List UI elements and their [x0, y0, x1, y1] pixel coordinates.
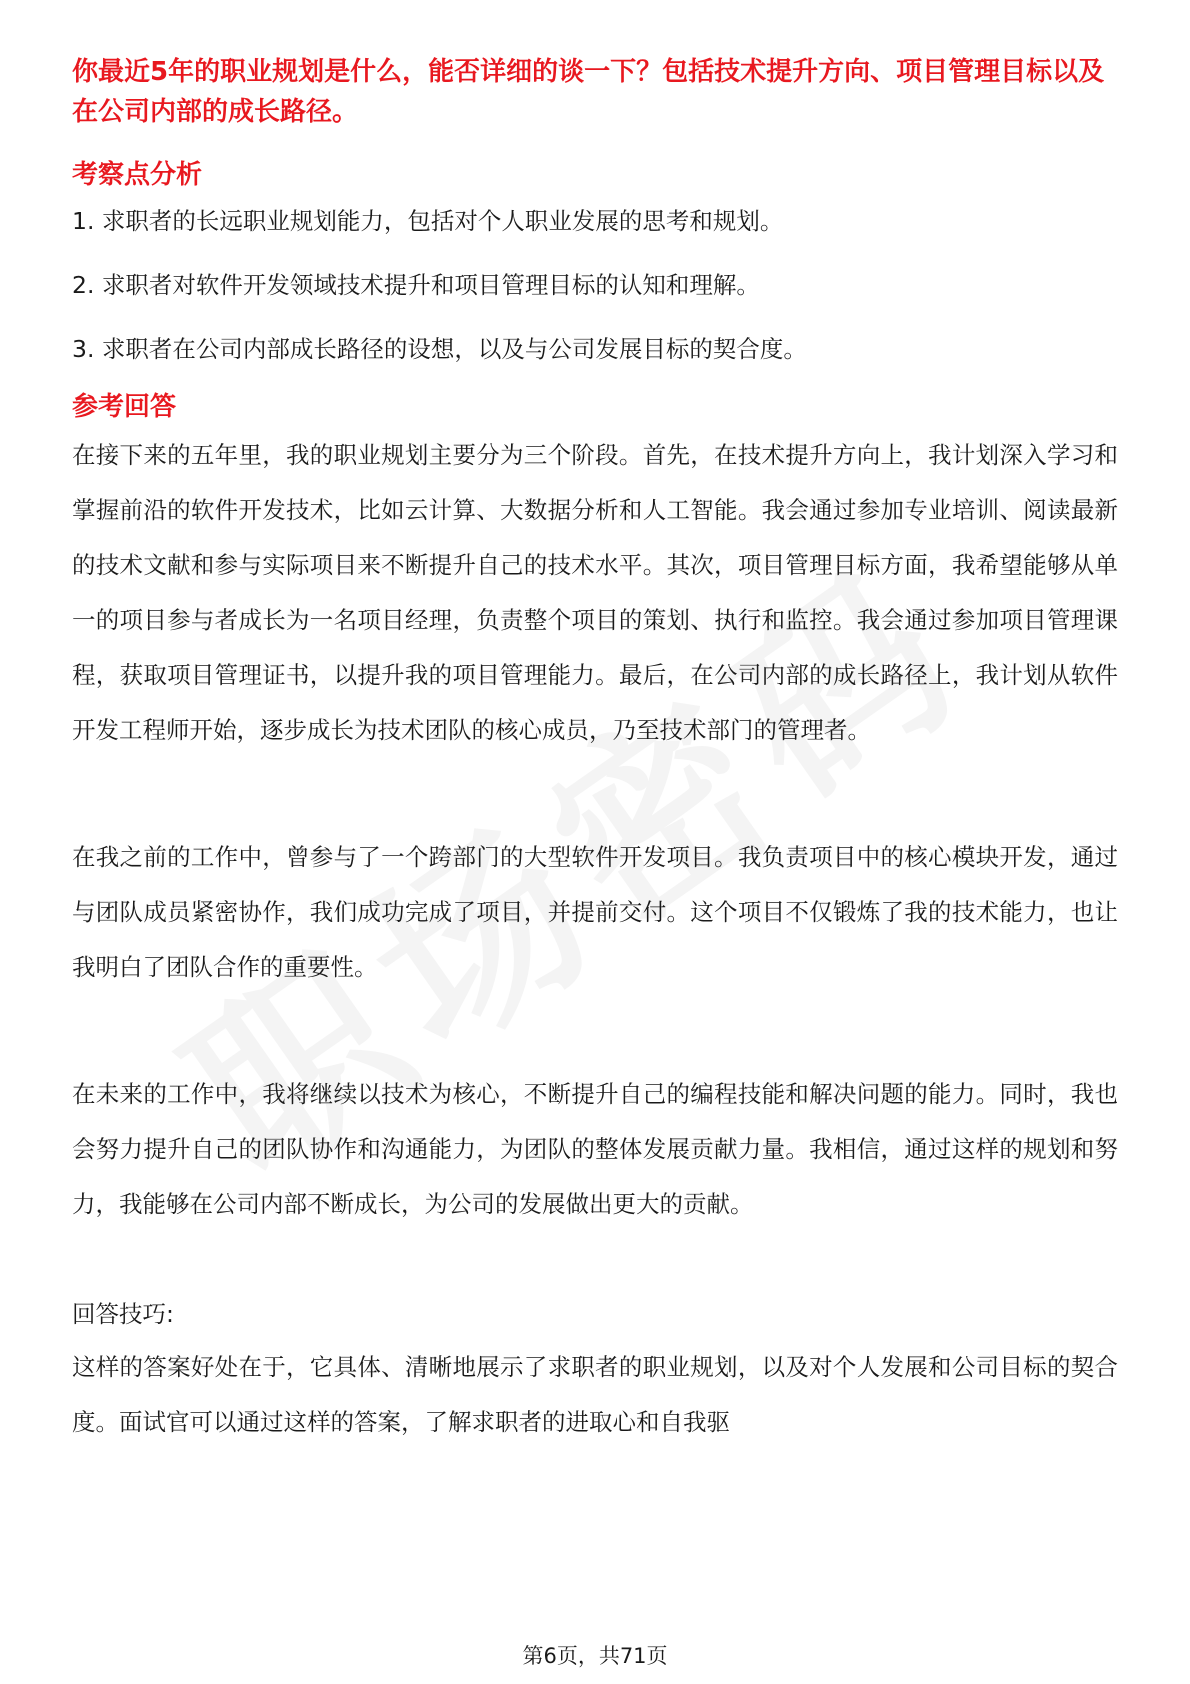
paragraph-gap: [72, 995, 1118, 1067]
answer-paragraph-1: 在接下来的五年里，我的职业规划主要分为三个阶段。首先，在技术提升方向上，我计划深入学习和掌握前沿的软件开发技术，比如云计算、大数据分析和人工智能。我会通过参加专业培训、阅读最新的技术文献和参与实际项目来不断提升自己的技术水平。其次，项目管理目标方面，我希望能够从单一的项目参与者成长为一名项目经理，负责整个项目的策划、执行和监控。我会通过参加项目管理课程，获取项目管理证书，以提升我的项目管理能力。最后，在公司内部的成长路径上，我计划从软件开发工程师开始，逐步成长为技术团队的核心成员，乃至技术部门的管理者。: [72, 441, 1118, 744]
analysis-title: 考察点分析: [72, 160, 203, 190]
paragraph-gap: [72, 758, 1118, 830]
answer-paragraph-3: 在未来的工作中，我将继续以技术为核心，不断提升自己的编程技能和解决问题的能力。同时，我也会努力提升自己的团队协作和沟通能力，为团队的整体发展贡献力量。我相信，通过这样的规划和努力，我能够在公司内部不断成长，为公司的发展做出更大的贡献。: [72, 1080, 1118, 1218]
analysis-point-2: 2. 求职者对软件开发领域技术提升和项目管理目标的认知和理解。: [72, 271, 760, 299]
page-footer: 第6页，共71页: [522, 1644, 668, 1668]
question-heading: 你最近5年的职业规划是什么，能否详细的谈一下？包括技术提升方向、项目管理目标以及在公司内部的成长路径。: [72, 57, 1105, 127]
answer-paragraph-2: 在我之前的工作中，曾参与了一个跨部门的大型软件开发项目。我负责项目中的核心模块开发，通过与团队成员紧密协作，我们成功完成了项目，并提前交付。这个项目不仅锻炼了我的技术能力，也让我明白了团队合作的重要性。: [72, 843, 1118, 981]
analysis-point-3: 3. 求职者在公司内部成长路径的设想，以及与公司发展目标的契合度。: [72, 335, 807, 363]
tips-text: 这样的答案好处在于，它具体、清晰地展示了求职者的职业规划，以及对个人发展和公司目标的契合度。面试官可以通过这样的答案，了解求职者的进取心和自我驱: [72, 1353, 1118, 1436]
document-page: [72, 52, 1118, 1450]
paragraph-gap: [72, 1232, 1118, 1294]
tips-title: 回答技巧:: [72, 1300, 174, 1328]
answer-title: 参考回答: [72, 392, 177, 422]
analysis-points: [72, 204, 1118, 366]
analysis-point-1: 1. 求职者的长远职业规划能力，包括对个人职业发展的思考和规划。: [72, 207, 784, 235]
